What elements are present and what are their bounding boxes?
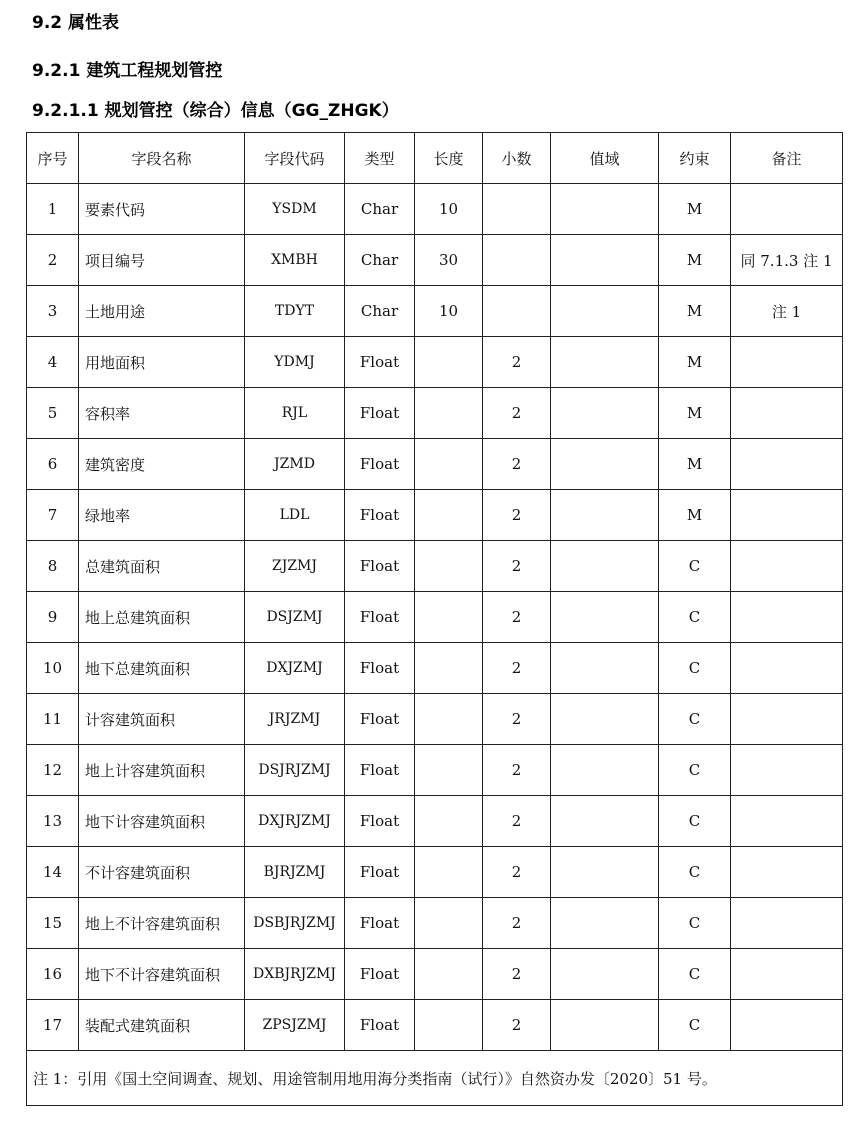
cell-domain — [551, 592, 659, 643]
cell-field-name: 项目编号 — [79, 235, 245, 286]
cell-decimal — [483, 235, 551, 286]
table-row — [27, 286, 843, 337]
cell-field-code: XMBH — [245, 235, 345, 286]
cell-field-name: 地下总建筑面积 — [79, 643, 245, 694]
cell-length — [415, 541, 483, 592]
table-row — [27, 949, 843, 1000]
col-header-decimal: 小数 — [483, 133, 551, 184]
cell-field-name: 装配式建筑面积 — [79, 1000, 245, 1051]
cell-field-name: 地下计容建筑面积 — [79, 796, 245, 847]
table-row — [27, 694, 843, 745]
col-header-field-code: 字段代码 — [245, 133, 345, 184]
table-row — [27, 1000, 843, 1051]
table-row — [27, 184, 843, 235]
cell-remark: 同 7.1.3 注 1 — [731, 235, 843, 286]
cell-index: 12 — [27, 745, 79, 796]
cell-field-code: RJL — [245, 388, 345, 439]
cell-decimal: 2 — [483, 388, 551, 439]
cell-type: Float — [345, 490, 415, 541]
cell-domain — [551, 490, 659, 541]
cell-length — [415, 847, 483, 898]
cell-index: 1 — [27, 184, 79, 235]
cell-type: Float — [345, 898, 415, 949]
cell-domain — [551, 541, 659, 592]
cell-domain — [551, 1000, 659, 1051]
cell-constraint: C — [659, 1000, 731, 1051]
cell-type: Char — [345, 286, 415, 337]
cell-constraint: M — [659, 439, 731, 490]
cell-remark — [731, 796, 843, 847]
cell-decimal: 2 — [483, 796, 551, 847]
cell-field-name: 地上计容建筑面积 — [79, 745, 245, 796]
cell-decimal: 2 — [483, 898, 551, 949]
table-row — [27, 592, 843, 643]
cell-length — [415, 694, 483, 745]
cell-field-code: ZPSJZMJ — [245, 1000, 345, 1051]
cell-remark — [731, 694, 843, 745]
cell-length: 30 — [415, 235, 483, 286]
cell-length — [415, 949, 483, 1000]
cell-length — [415, 439, 483, 490]
cell-domain — [551, 439, 659, 490]
cell-domain — [551, 847, 659, 898]
cell-type: Float — [345, 796, 415, 847]
cell-remark — [731, 541, 843, 592]
cell-length — [415, 898, 483, 949]
cell-field-code: DSJZMJ — [245, 592, 345, 643]
cell-index: 16 — [27, 949, 79, 1000]
cell-field-code: DSJRJZMJ — [245, 745, 345, 796]
col-header-type: 类型 — [345, 133, 415, 184]
cell-type: Char — [345, 235, 415, 286]
cell-type: Float — [345, 439, 415, 490]
cell-field-name: 总建筑面积 — [79, 541, 245, 592]
cell-field-name: 地下不计容建筑面积 — [79, 949, 245, 1000]
table-row — [27, 847, 843, 898]
cell-constraint: M — [659, 490, 731, 541]
cell-domain — [551, 949, 659, 1000]
cell-remark — [731, 490, 843, 541]
cell-index: 13 — [27, 796, 79, 847]
cell-domain — [551, 286, 659, 337]
cell-decimal: 2 — [483, 490, 551, 541]
cell-decimal: 2 — [483, 694, 551, 745]
table-row — [27, 898, 843, 949]
cell-length: 10 — [415, 184, 483, 235]
cell-remark — [731, 184, 843, 235]
section-heading-9-2-1: 9.2.1 建筑工程规划管控 — [32, 61, 223, 81]
cell-field-code: LDL — [245, 490, 345, 541]
cell-decimal: 2 — [483, 745, 551, 796]
cell-type: Float — [345, 388, 415, 439]
cell-domain — [551, 694, 659, 745]
col-header-remark: 备注 — [731, 133, 843, 184]
cell-decimal: 2 — [483, 643, 551, 694]
cell-remark — [731, 439, 843, 490]
cell-field-name: 容积率 — [79, 388, 245, 439]
cell-constraint: C — [659, 694, 731, 745]
cell-length — [415, 1000, 483, 1051]
cell-constraint: C — [659, 592, 731, 643]
table-note-row — [27, 1051, 843, 1106]
cell-constraint: C — [659, 745, 731, 796]
cell-type: Float — [345, 694, 415, 745]
col-header-length: 长度 — [415, 133, 483, 184]
col-header-field-name: 字段名称 — [79, 133, 245, 184]
cell-index: 17 — [27, 1000, 79, 1051]
cell-constraint: C — [659, 796, 731, 847]
table-row — [27, 490, 843, 541]
cell-constraint: C — [659, 541, 731, 592]
table-row — [27, 745, 843, 796]
cell-index: 5 — [27, 388, 79, 439]
cell-decimal: 2 — [483, 337, 551, 388]
cell-field-name: 建筑密度 — [79, 439, 245, 490]
cell-domain — [551, 337, 659, 388]
cell-domain — [551, 235, 659, 286]
cell-type: Float — [345, 949, 415, 1000]
cell-field-code: JZMD — [245, 439, 345, 490]
cell-field-name: 地上不计容建筑面积 — [79, 898, 245, 949]
col-header-domain: 值域 — [551, 133, 659, 184]
cell-field-code: ZJZMJ — [245, 541, 345, 592]
table-note: 注 1：引用《国土空间调查、规划、用途管制用地用海分类指南（试行）》自然资办发〔2020〕51 号。 — [27, 1051, 843, 1106]
cell-decimal: 2 — [483, 439, 551, 490]
cell-constraint: M — [659, 286, 731, 337]
cell-length — [415, 745, 483, 796]
cell-remark — [731, 745, 843, 796]
cell-decimal: 2 — [483, 1000, 551, 1051]
cell-length — [415, 337, 483, 388]
cell-remark — [731, 643, 843, 694]
attribute-table — [26, 132, 843, 1106]
cell-type: Float — [345, 337, 415, 388]
cell-field-code: YDMJ — [245, 337, 345, 388]
table-row — [27, 337, 843, 388]
cell-type: Float — [345, 541, 415, 592]
table-title: 9.2.1.1 规划管控（综合）信息（GG_ZHGK） — [32, 101, 399, 121]
cell-decimal: 2 — [483, 541, 551, 592]
cell-type: Char — [345, 184, 415, 235]
section-heading-9-2: 9.2 属性表 — [32, 13, 120, 33]
cell-constraint: C — [659, 847, 731, 898]
cell-decimal: 2 — [483, 592, 551, 643]
cell-remark — [731, 337, 843, 388]
cell-constraint: M — [659, 337, 731, 388]
cell-field-name: 用地面积 — [79, 337, 245, 388]
cell-domain — [551, 796, 659, 847]
cell-decimal: 2 — [483, 949, 551, 1000]
cell-field-name: 计容建筑面积 — [79, 694, 245, 745]
cell-length — [415, 490, 483, 541]
cell-index: 15 — [27, 898, 79, 949]
cell-constraint: M — [659, 184, 731, 235]
cell-type: Float — [345, 1000, 415, 1051]
cell-field-code: YSDM — [245, 184, 345, 235]
cell-remark — [731, 388, 843, 439]
cell-field-name: 要素代码 — [79, 184, 245, 235]
cell-field-code: JRJZMJ — [245, 694, 345, 745]
cell-domain — [551, 388, 659, 439]
cell-field-code: DSBJRJZMJ — [245, 898, 345, 949]
cell-type: Float — [345, 847, 415, 898]
cell-length — [415, 643, 483, 694]
cell-length — [415, 796, 483, 847]
cell-index: 7 — [27, 490, 79, 541]
cell-length — [415, 592, 483, 643]
cell-remark — [731, 898, 843, 949]
cell-constraint: C — [659, 949, 731, 1000]
cell-field-name: 土地用途 — [79, 286, 245, 337]
cell-index: 9 — [27, 592, 79, 643]
cell-domain — [551, 898, 659, 949]
cell-constraint: M — [659, 388, 731, 439]
cell-index: 8 — [27, 541, 79, 592]
cell-remark — [731, 949, 843, 1000]
cell-constraint: C — [659, 898, 731, 949]
table-row — [27, 796, 843, 847]
cell-index: 14 — [27, 847, 79, 898]
cell-index: 4 — [27, 337, 79, 388]
cell-domain — [551, 643, 659, 694]
cell-decimal: 2 — [483, 847, 551, 898]
cell-index: 6 — [27, 439, 79, 490]
cell-domain — [551, 745, 659, 796]
table-row — [27, 439, 843, 490]
cell-remark — [731, 1000, 843, 1051]
cell-index: 2 — [27, 235, 79, 286]
table-row — [27, 388, 843, 439]
cell-remark — [731, 847, 843, 898]
cell-index: 11 — [27, 694, 79, 745]
cell-field-code: DXJZMJ — [245, 643, 345, 694]
cell-field-code: DXJRJZMJ — [245, 796, 345, 847]
table-row — [27, 643, 843, 694]
cell-constraint: C — [659, 643, 731, 694]
cell-field-code: DXBJRJZMJ — [245, 949, 345, 1000]
cell-index: 10 — [27, 643, 79, 694]
cell-length: 10 — [415, 286, 483, 337]
cell-remark — [731, 592, 843, 643]
cell-remark: 注 1 — [731, 286, 843, 337]
table-row — [27, 541, 843, 592]
cell-constraint: M — [659, 235, 731, 286]
cell-field-code: TDYT — [245, 286, 345, 337]
table-row — [27, 235, 843, 286]
cell-field-name: 地上总建筑面积 — [79, 592, 245, 643]
cell-field-code: BJRJZMJ — [245, 847, 345, 898]
cell-decimal — [483, 286, 551, 337]
cell-length — [415, 388, 483, 439]
cell-type: Float — [345, 745, 415, 796]
col-header-constraint: 约束 — [659, 133, 731, 184]
cell-type: Float — [345, 592, 415, 643]
col-header-index: 序号 — [27, 133, 79, 184]
cell-field-name: 绿地率 — [79, 490, 245, 541]
cell-index: 3 — [27, 286, 79, 337]
table-header-row — [27, 133, 843, 184]
cell-type: Float — [345, 643, 415, 694]
cell-field-name: 不计容建筑面积 — [79, 847, 245, 898]
cell-decimal — [483, 184, 551, 235]
cell-domain — [551, 184, 659, 235]
